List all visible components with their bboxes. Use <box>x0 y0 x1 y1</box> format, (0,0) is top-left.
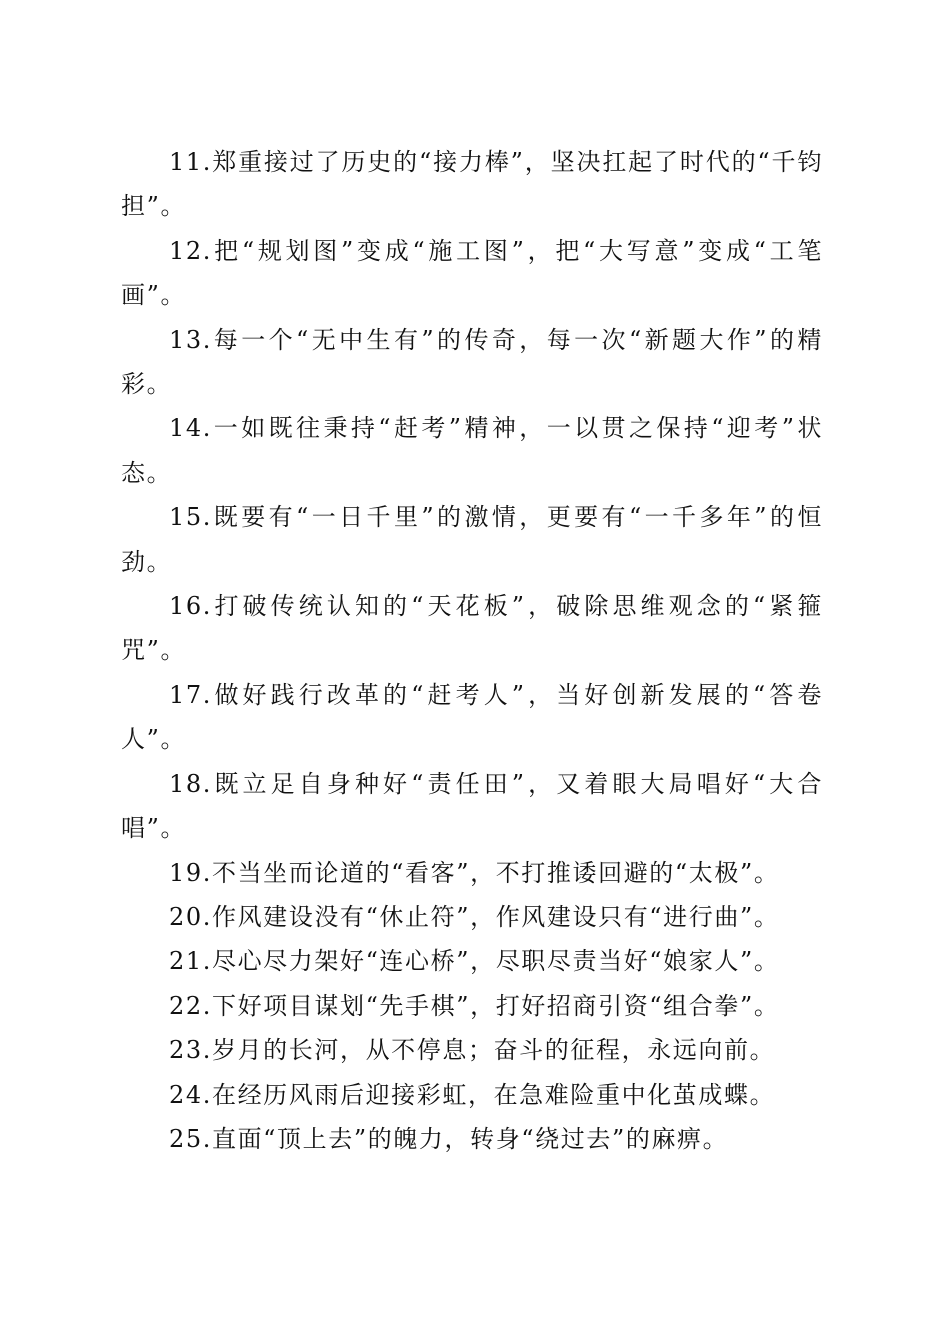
list-item-15: 15.既要有“一日千里”的激情，更要有“一千多年”的恒劲。 <box>121 503 823 576</box>
list-item-18: 18.既立足自身种好“责任田”，又着眼大局唱好“大合唱”。 <box>121 769 823 843</box>
list-item-20: 20.作风建设没有“休止符”，作风建设只有“进行曲”。 <box>169 902 780 931</box>
list-item-19: 19.不当坐而论道的“看客”，不打推诿回避的“太极”。 <box>169 858 780 887</box>
list-item-23: 23.岁月的长河，从不停息；奋斗的征程，永远向前。 <box>169 1036 776 1065</box>
list-item-14: 14.一如既往秉持“赶考”精神，一以贯之保持“迎考”状态。 <box>121 414 823 487</box>
list-item-22: 22.下好项目谋划“先手棋”，打好招商引资“组合拳”。 <box>169 991 780 1020</box>
list-item-12: 12.把“规划图”变成“施工图”，把“大写意”变成“工笔画”。 <box>121 236 823 310</box>
list-item-16: 16.打破传统认知的“天花板”，破除思维观念的“紧箍咒”。 <box>121 592 823 665</box>
list-item-11: 11.郑重接过了历史的“接力棒”，坚决扛起了时代的“千钧担”。 <box>121 148 823 221</box>
list-item-24: 24.在经历风雨后迎接彩虹，在急难险重中化茧成蝶。 <box>169 1080 776 1109</box>
list-item-13: 13.每一个“无中生有”的传奇，每一次“新题大作”的精彩。 <box>121 325 823 399</box>
list-item-17: 17.做好践行改革的“赶考人”，当好创新发展的“答卷人”。 <box>121 680 823 754</box>
document-body <box>121 140 823 1161</box>
list-item-21: 21.尽心尽力架好“连心桥”，尽职尽责当好“娘家人”。 <box>169 947 780 976</box>
list-item-25: 25.直面“顶上去”的魄力，转身“绕过去”的麻痹。 <box>169 1124 729 1153</box>
